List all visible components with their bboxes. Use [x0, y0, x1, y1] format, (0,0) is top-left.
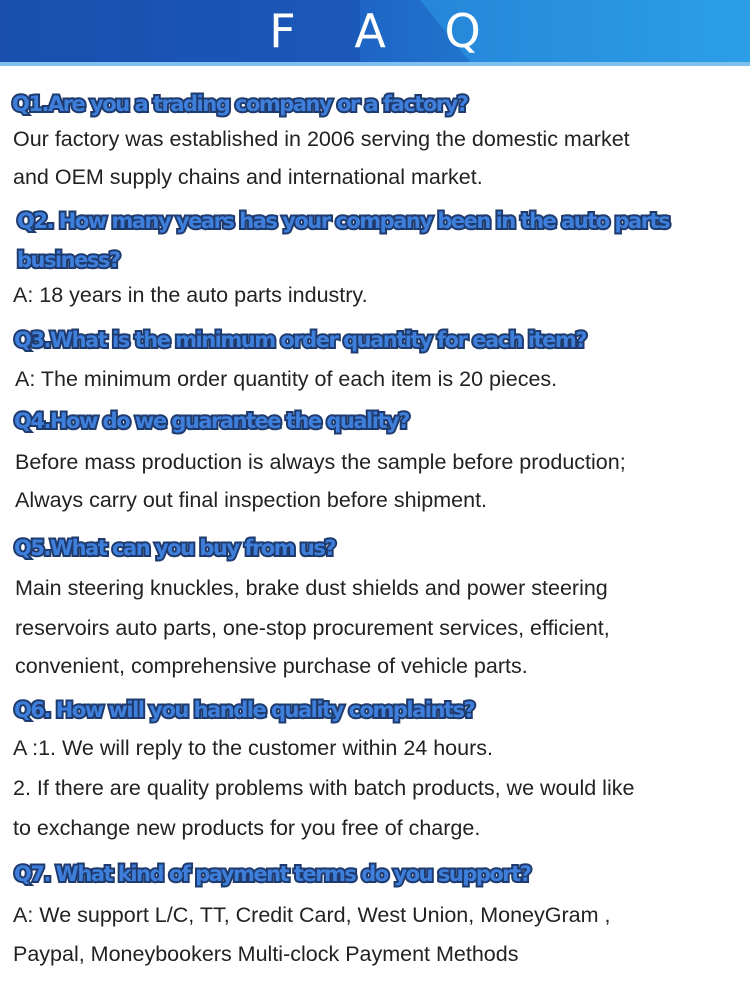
question-line: Q2. How many years has your company been in the auto parts [17, 209, 670, 233]
faq-answer-2-line-1: A: 18 years in the auto parts industry. [13, 283, 368, 307]
faq-answer-6-line-1: A :1. We will reply to the customer within 24 hours. [13, 736, 493, 760]
faq-answer-5-line-3: convenient, comprehensive purchase of vehicle parts. [15, 654, 528, 678]
faq-answer-7-line-1: A: We support L/C, TT, Credit Card, West Union, MoneyGram , [13, 903, 611, 927]
question-line: Q4.How do we guarantee the quality? [14, 409, 409, 433]
faq-answer-5-line-2: reservoirs auto parts, one-stop procurement services, efficient, [15, 616, 610, 640]
faq-answer-6-line-2: 2. If there are quality problems with batch products, we would like [13, 776, 635, 800]
faq-question-2 [17, 203, 669, 239]
question-line: Q5.What can you buy from us? [14, 536, 336, 560]
faq-question-1 [12, 86, 468, 122]
question-line: Q1.Are you a trading company or a factory? [12, 92, 468, 116]
faq-answer-5-line-1: Main steering knuckles, brake dust shields and power steering [15, 576, 608, 600]
faq-banner [0, 0, 750, 66]
faq-answer-7-line-2: Paypal, Moneybookers Multi-clock Payment Methods [13, 942, 519, 966]
faq-question-7 [14, 856, 530, 892]
faq-question-4 [14, 403, 409, 439]
faq-answer-6-line-3: to exchange new products for you free of charge. [13, 816, 481, 840]
question-line: Q6. How will you handle quality complaints? [14, 698, 475, 722]
faq-question-2-line-2 [17, 242, 120, 278]
page-title: F A Q [269, 4, 503, 58]
question-line: business? [17, 248, 120, 272]
faq-answer-1-line-2: and OEM supply chains and international market. [13, 165, 483, 189]
faq-answer-3-line-1: A: The minimum order quantity of each item is 20 pieces. [15, 367, 558, 391]
question-line: Q7. What kind of payment terms do you support? [14, 862, 531, 886]
faq-question-5 [14, 530, 335, 566]
faq-question-6 [14, 692, 474, 728]
faq-question-3 [14, 322, 586, 358]
faq-answer-4-line-2: Always carry out final inspection before shipment. [15, 488, 488, 512]
faq-answer-4-line-1: Before mass production is always the sample before production; [15, 450, 626, 474]
faq-answer-1-line-1: Our factory was established in 2006 serving the domestic market [13, 127, 630, 151]
question-line: Q3.What is the minimum order quantity for each item? [14, 328, 586, 352]
